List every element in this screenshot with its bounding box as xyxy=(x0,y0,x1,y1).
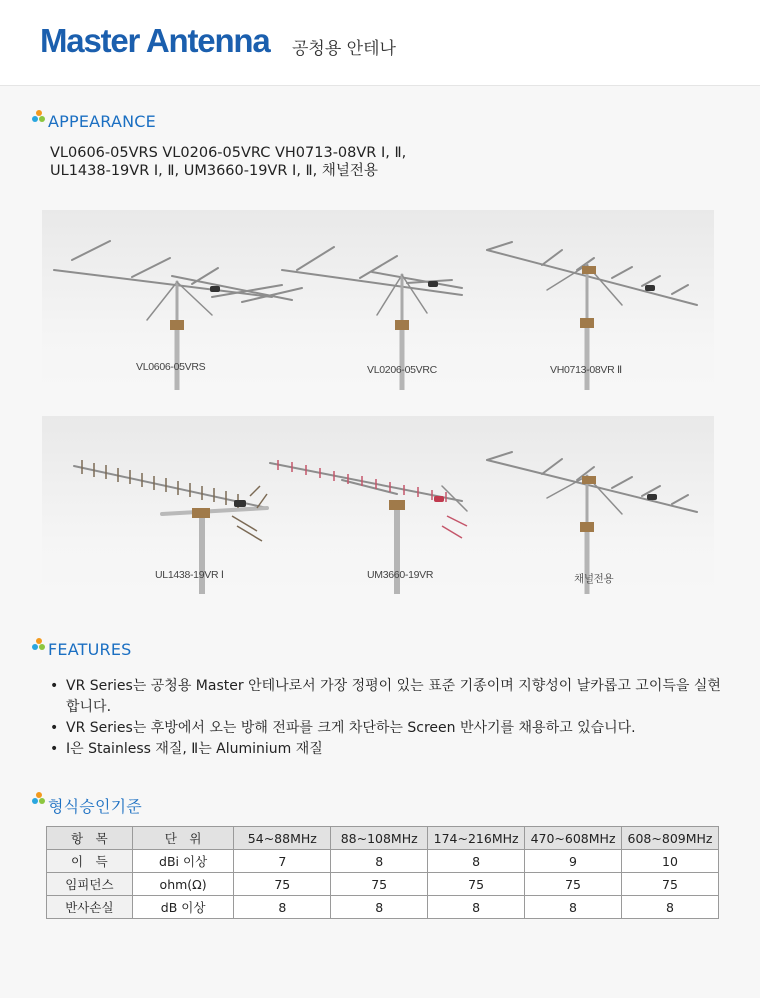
page-title: Master Antenna xyxy=(40,22,270,59)
unit-cell: dBi 이상 xyxy=(132,850,234,873)
bullet-dots-icon xyxy=(32,110,46,124)
column-header: 54~88MHz xyxy=(234,827,331,850)
value-cell: 75 xyxy=(428,873,525,896)
value-cell: 75 xyxy=(622,873,719,896)
caption-um3660: UM3660-19VR xyxy=(367,569,434,581)
value-cell: 75 xyxy=(234,873,331,896)
value-cell: 8 xyxy=(428,850,525,873)
value-cell: 8 xyxy=(331,850,428,873)
page-header xyxy=(0,0,760,86)
row-label: 이 득 xyxy=(47,850,133,873)
value-cell: 75 xyxy=(331,873,428,896)
table-row xyxy=(47,850,719,873)
row-label: 임피던스 xyxy=(47,873,133,896)
feature-item: • Ⅰ은 Stainless 재질, Ⅱ는 Aluminium 재질 xyxy=(48,739,728,760)
value-cell: 8 xyxy=(622,896,719,919)
value-cell: 8 xyxy=(428,896,525,919)
approval-heading-text: 형식승인기준 xyxy=(48,797,142,816)
feature-list xyxy=(48,676,728,760)
column-header: 항 목 xyxy=(47,827,133,850)
caption-vl0206: VL0206-05VRC xyxy=(367,364,437,376)
column-header: 174~216MHz xyxy=(428,827,525,850)
feature-item: • VR Series는 공청용 Master 안테나로서 가장 정평이 있는 표준 기종이며 지향성이 날카롭고 고이득을 실현합니다. xyxy=(48,676,728,718)
value-cell: 8 xyxy=(525,896,622,919)
unit-cell: dB 이상 xyxy=(132,896,234,919)
appearance-heading-text: APPEARANCE xyxy=(48,112,156,131)
antenna-photo-panel-2 xyxy=(42,416,714,594)
table-header-row xyxy=(47,827,719,850)
model-list-line-2: UL1438-19VR Ⅰ, Ⅱ, UM3660-19VR Ⅰ, Ⅱ, 채널전용 xyxy=(50,163,378,179)
value-cell: 10 xyxy=(622,850,719,873)
column-header: 608~809MHz xyxy=(622,827,719,850)
table-row xyxy=(47,873,719,896)
row-label: 반사손실 xyxy=(47,896,133,919)
column-header: 88~108MHz xyxy=(331,827,428,850)
feature-item: • VR Series는 후방에서 오는 방해 전파를 크게 차단하는 Screen 반사기를 채용하고 있습니다. xyxy=(48,718,728,739)
bullet-dots-icon xyxy=(32,792,46,806)
value-cell: 75 xyxy=(525,873,622,896)
value-cell: 9 xyxy=(525,850,622,873)
caption-vh0713: VH0713-08VR Ⅱ xyxy=(550,364,622,376)
caption-ul1438: UL1438-19VR Ⅰ xyxy=(155,569,224,581)
model-list-line-1: VL0606-05VRS VL0206-05VRC VH0713-08VR Ⅰ, Ⅱ, xyxy=(50,145,407,161)
model-list xyxy=(50,144,406,180)
caption-vl0606: VL0606-05VRS xyxy=(136,361,206,373)
page-subtitle: 공청용 안테나 xyxy=(292,39,396,59)
column-header: 470~608MHz xyxy=(525,827,622,850)
bullet-dots-icon xyxy=(32,638,46,652)
features-heading-text: FEATURES xyxy=(48,640,132,659)
antenna-illustration-row-2 xyxy=(42,416,714,594)
value-cell: 8 xyxy=(331,896,428,919)
value-cell: 8 xyxy=(234,896,331,919)
antenna-photo-panel-1 xyxy=(42,210,714,390)
approval-spec-table xyxy=(46,826,719,919)
unit-cell: ohm(Ω) xyxy=(132,873,234,896)
caption-channel-only: 채널전용 xyxy=(574,573,614,585)
value-cell: 7 xyxy=(234,850,331,873)
column-header: 단 위 xyxy=(132,827,234,850)
table-row xyxy=(47,896,719,919)
